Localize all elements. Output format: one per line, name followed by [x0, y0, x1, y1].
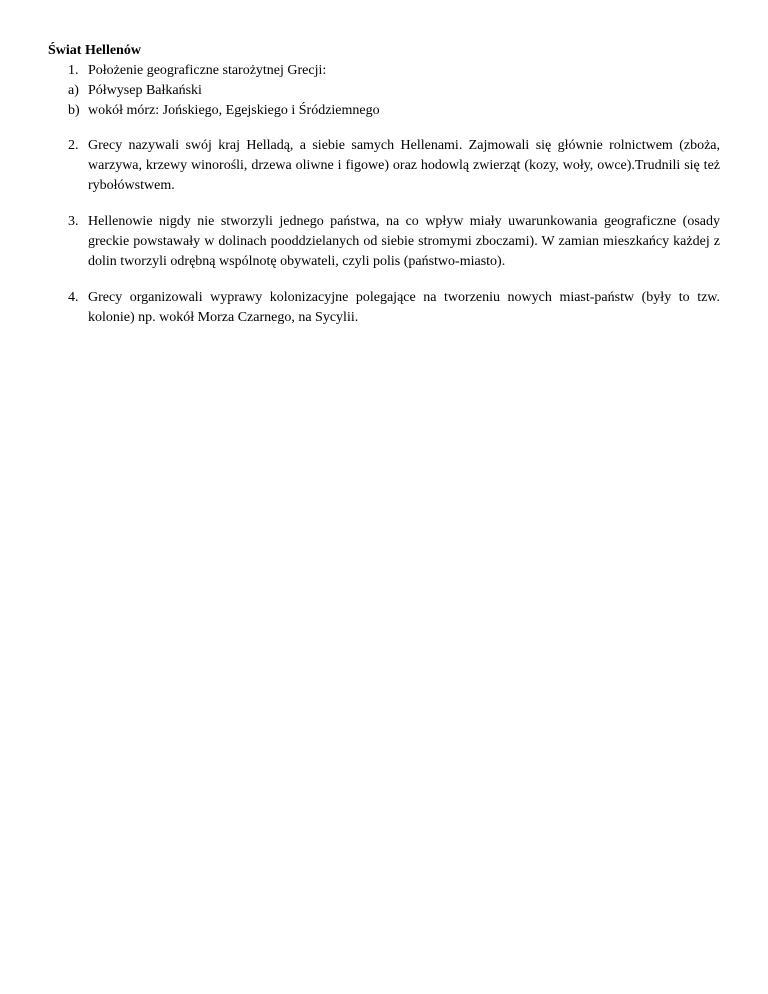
list-number: 4.	[68, 290, 79, 305]
list-item-3	[68, 212, 720, 272]
sublist-item-text: wokół mórz: Jońskiego, Egejskiego i Śródziemnego	[88, 103, 380, 118]
list-item-2	[68, 136, 720, 196]
list-item-text: Grecy organizowali wyprawy kolonizacyjne polegające na tworzeniu nowych miast-państw (były to tzw. kolonie) np. wokół Morza Czarnego, na Sycylii.	[88, 290, 720, 325]
list-number: 1.	[68, 63, 79, 78]
list-item-4	[68, 288, 720, 328]
sublist-letter: b)	[68, 103, 80, 118]
list-item-text: Grecy nazywali swój kraj Helladą, a siebie samych Hellenami. Zajmowali się głównie rolnictwem (zboża, warzywa, krzewy winorośli, drzewa oliwne i figowe) oraz hodowlą zwierząt (kozy, woły, owce).Trudnili się też rybołówstwem.	[88, 138, 720, 193]
sublist-item-text: Półwysep Bałkański	[88, 83, 202, 98]
sublist-item-b	[68, 101, 380, 121]
list-item-text: Położenie geograficzne starożytnej Grecji:	[88, 63, 327, 78]
list-number: 3.	[68, 214, 79, 229]
document-title: Świat Hellenów	[48, 43, 141, 58]
list-item-1	[68, 61, 720, 81]
sublist-letter: a)	[68, 83, 79, 98]
list-number: 2.	[68, 138, 79, 153]
list-item-text: Hellenowie nigdy nie stworzyli jednego państwa, na co wpływ miały uwarunkowania geograficzne (osady greckie powstawały w dolinach pooddzielanych od siebie stromymi zboczami). W zamian mieszkańcy każdej z dolin tworzyli odrębną wspólnotę obywateli, czyli polis (państwo-miasto).	[88, 214, 720, 269]
sublist-item-a	[68, 81, 202, 101]
